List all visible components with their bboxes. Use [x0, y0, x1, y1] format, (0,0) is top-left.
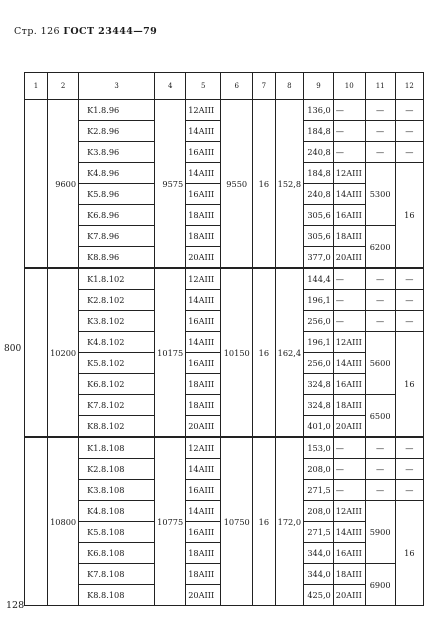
- mark-cell: K1.8.96: [79, 100, 155, 121]
- load-cell: 256,0: [304, 353, 334, 374]
- load-cell: 271,5: [304, 522, 334, 543]
- column-header: 2: [48, 73, 79, 100]
- rebar2-cell: 14AIII: [333, 522, 365, 543]
- rebar2-cell: —: [333, 437, 365, 459]
- col1-cell: [25, 437, 48, 606]
- load-cell: 240,8: [304, 142, 334, 163]
- col11-cell: 6500: [365, 395, 395, 438]
- col11-cell: —: [365, 290, 395, 311]
- rebar2-cell: 20AIII: [333, 416, 365, 438]
- mark-cell: K4.8.108: [79, 501, 155, 522]
- mark-cell: K6.8.108: [79, 543, 155, 564]
- rebar-cell: 16AIII: [186, 311, 221, 332]
- mark-cell: K7.8.102: [79, 395, 155, 416]
- col11-cell: 5900: [365, 501, 395, 564]
- load-cell: 153,0: [304, 437, 334, 459]
- load-cell: 305,6: [304, 226, 334, 247]
- col11-cell: 6900: [365, 564, 395, 606]
- load-cell: 196,1: [304, 332, 334, 353]
- col11-cell: —: [365, 459, 395, 480]
- mass-cell: 172,0: [275, 437, 303, 606]
- rebar2-cell: 14AIII: [333, 353, 365, 374]
- rebar2-cell: —: [333, 142, 365, 163]
- rebar2-cell: 18AIII: [333, 226, 365, 247]
- column-header: 6: [221, 73, 253, 100]
- rebar2-cell: 16AIII: [333, 543, 365, 564]
- rebar-cell: 14AIII: [186, 459, 221, 480]
- col11-cell: 5300: [365, 163, 395, 226]
- col11-cell: —: [365, 142, 395, 163]
- col11-cell: —: [365, 268, 395, 290]
- load-cell: 184,8: [304, 121, 334, 142]
- table-row: [25, 437, 424, 459]
- load-cell: 344,0: [304, 543, 334, 564]
- rebar-cell: 16AIII: [186, 353, 221, 374]
- column-header: 7: [253, 73, 275, 100]
- side-label: 800: [4, 344, 22, 354]
- load-cell: 240,8: [304, 184, 334, 205]
- rebar-cell: 20AIII: [186, 247, 221, 269]
- load-cell: 144,4: [304, 268, 334, 290]
- load-cell: 305,6: [304, 205, 334, 226]
- length3-cell: 9550: [221, 100, 253, 269]
- rebar-cell: 18AIII: [186, 543, 221, 564]
- load-cell: 344,0: [304, 564, 334, 585]
- load-cell: 208,0: [304, 501, 334, 522]
- page-number: 128: [6, 600, 25, 611]
- column-header: 4: [155, 73, 186, 100]
- col12-cell: —: [395, 268, 423, 290]
- col12-cell: 16: [395, 163, 423, 269]
- rebar-cell: 18AIII: [186, 374, 221, 395]
- col11-cell: —: [365, 437, 395, 459]
- mark-cell: K5.8.108: [79, 522, 155, 543]
- rebar2-cell: —: [333, 290, 365, 311]
- rebar2-cell: 16AIII: [333, 374, 365, 395]
- mark-cell: K8.8.102: [79, 416, 155, 438]
- length-cell: 10200: [48, 268, 79, 437]
- rebar2-cell: —: [333, 268, 365, 290]
- col12-cell: —: [395, 437, 423, 459]
- load-cell: 271,5: [304, 480, 334, 501]
- rebar-cell: 18AIII: [186, 205, 221, 226]
- mark-cell: K7.8.96: [79, 226, 155, 247]
- rebar2-cell: 16AIII: [333, 205, 365, 226]
- header-prefix: Стр. 126: [14, 26, 60, 37]
- column-header: 5: [186, 73, 221, 100]
- load-cell: 208,0: [304, 459, 334, 480]
- col12-cell: —: [395, 311, 423, 332]
- column-header: 9: [304, 73, 334, 100]
- mass-cell: 162,4: [275, 268, 303, 437]
- mark-cell: K2.8.102: [79, 290, 155, 311]
- rebar2-cell: —: [333, 480, 365, 501]
- count-cell: 16: [253, 437, 275, 606]
- mark-cell: K1.8.102: [79, 268, 155, 290]
- rebar2-cell: —: [333, 311, 365, 332]
- count-cell: 16: [253, 268, 275, 437]
- rebar-cell: 14AIII: [186, 163, 221, 184]
- table-body: [25, 100, 424, 606]
- length-cell: 9600: [48, 100, 79, 269]
- col1-cell: [25, 268, 48, 437]
- column-header: 11: [365, 73, 395, 100]
- page-header: [14, 26, 157, 37]
- rebar-cell: 18AIII: [186, 226, 221, 247]
- col12-cell: —: [395, 480, 423, 501]
- mark-cell: K8.8.96: [79, 247, 155, 269]
- rebar2-cell: 12AIII: [333, 163, 365, 184]
- rebar2-cell: 18AIII: [333, 564, 365, 585]
- mark-cell: K8.8.108: [79, 585, 155, 606]
- rebar2-cell: 14AIII: [333, 184, 365, 205]
- rebar-cell: 14AIII: [186, 332, 221, 353]
- rebar2-cell: 12AIII: [333, 501, 365, 522]
- length3-cell: 10750: [221, 437, 253, 606]
- col12-cell: 16: [395, 332, 423, 438]
- length2-cell: 10175: [155, 268, 186, 437]
- col12-cell: 16: [395, 501, 423, 606]
- col12-cell: —: [395, 121, 423, 142]
- mark-cell: K7.8.108: [79, 564, 155, 585]
- rebar-cell: 20AIII: [186, 416, 221, 438]
- col12-cell: —: [395, 100, 423, 121]
- mark-cell: K4.8.102: [79, 332, 155, 353]
- rebar2-cell: 20AIII: [333, 247, 365, 269]
- load-cell: 196,1: [304, 290, 334, 311]
- col12-cell: —: [395, 142, 423, 163]
- rebar-cell: 12AIII: [186, 268, 221, 290]
- load-cell: 136,0: [304, 100, 334, 121]
- col11-cell: —: [365, 311, 395, 332]
- rebar-cell: 18AIII: [186, 564, 221, 585]
- table-row: [25, 100, 424, 121]
- mark-cell: K5.8.102: [79, 353, 155, 374]
- col11-cell: —: [365, 480, 395, 501]
- column-header: 10: [333, 73, 365, 100]
- rebar-cell: 12AIII: [186, 100, 221, 121]
- length-cell: 10800: [48, 437, 79, 606]
- header-standard: ГОСТ 23444—79: [63, 26, 158, 37]
- col12-cell: —: [395, 290, 423, 311]
- mark-cell: K6.8.102: [79, 374, 155, 395]
- column-header: 3: [79, 73, 155, 100]
- rebar2-cell: —: [333, 459, 365, 480]
- col11-cell: —: [365, 100, 395, 121]
- load-cell: 401,0: [304, 416, 334, 438]
- col11-cell: 5600: [365, 332, 395, 395]
- column-header: 1: [25, 73, 48, 100]
- rebar-table: [24, 72, 424, 606]
- column-header: 8: [275, 73, 303, 100]
- mark-cell: K1.8.108: [79, 437, 155, 459]
- load-cell: 324,8: [304, 395, 334, 416]
- mark-cell: K3.8.102: [79, 311, 155, 332]
- load-cell: 184,8: [304, 163, 334, 184]
- mark-cell: K3.8.96: [79, 142, 155, 163]
- col11-cell: 6200: [365, 226, 395, 269]
- rebar2-cell: 18AIII: [333, 395, 365, 416]
- column-number-row: [25, 73, 424, 100]
- rebar-cell: 16AIII: [186, 522, 221, 543]
- mark-cell: K6.8.96: [79, 205, 155, 226]
- load-cell: 256,0: [304, 311, 334, 332]
- col1-cell: [25, 100, 48, 269]
- mark-cell: K4.8.96: [79, 163, 155, 184]
- mark-cell: K2.8.108: [79, 459, 155, 480]
- mark-cell: K5.8.96: [79, 184, 155, 205]
- rebar-cell: 14AIII: [186, 290, 221, 311]
- rebar-cell: 12AIII: [186, 437, 221, 459]
- rebar-cell: 20AIII: [186, 585, 221, 606]
- rebar2-cell: 20AIII: [333, 585, 365, 606]
- rebar-cell: 16AIII: [186, 184, 221, 205]
- rebar2-cell: 12AIII: [333, 332, 365, 353]
- rebar-cell: 14AIII: [186, 121, 221, 142]
- load-cell: 425,0: [304, 585, 334, 606]
- rebar2-cell: —: [333, 100, 365, 121]
- col12-cell: —: [395, 459, 423, 480]
- load-cell: 324,8: [304, 374, 334, 395]
- mark-cell: K2.8.96: [79, 121, 155, 142]
- length2-cell: 9575: [155, 100, 186, 269]
- column-header: 12: [395, 73, 423, 100]
- rebar-cell: 14AIII: [186, 501, 221, 522]
- mass-cell: 152,8: [275, 100, 303, 269]
- rebar-cell: 16AIII: [186, 480, 221, 501]
- col11-cell: —: [365, 121, 395, 142]
- load-cell: 377,0: [304, 247, 334, 269]
- length2-cell: 10775: [155, 437, 186, 606]
- rebar-cell: 18AIII: [186, 395, 221, 416]
- length3-cell: 10150: [221, 268, 253, 437]
- rebar2-cell: —: [333, 121, 365, 142]
- count-cell: 16: [253, 100, 275, 269]
- rebar-cell: 16AIII: [186, 142, 221, 163]
- mark-cell: K3.8.108: [79, 480, 155, 501]
- table-row: [25, 268, 424, 290]
